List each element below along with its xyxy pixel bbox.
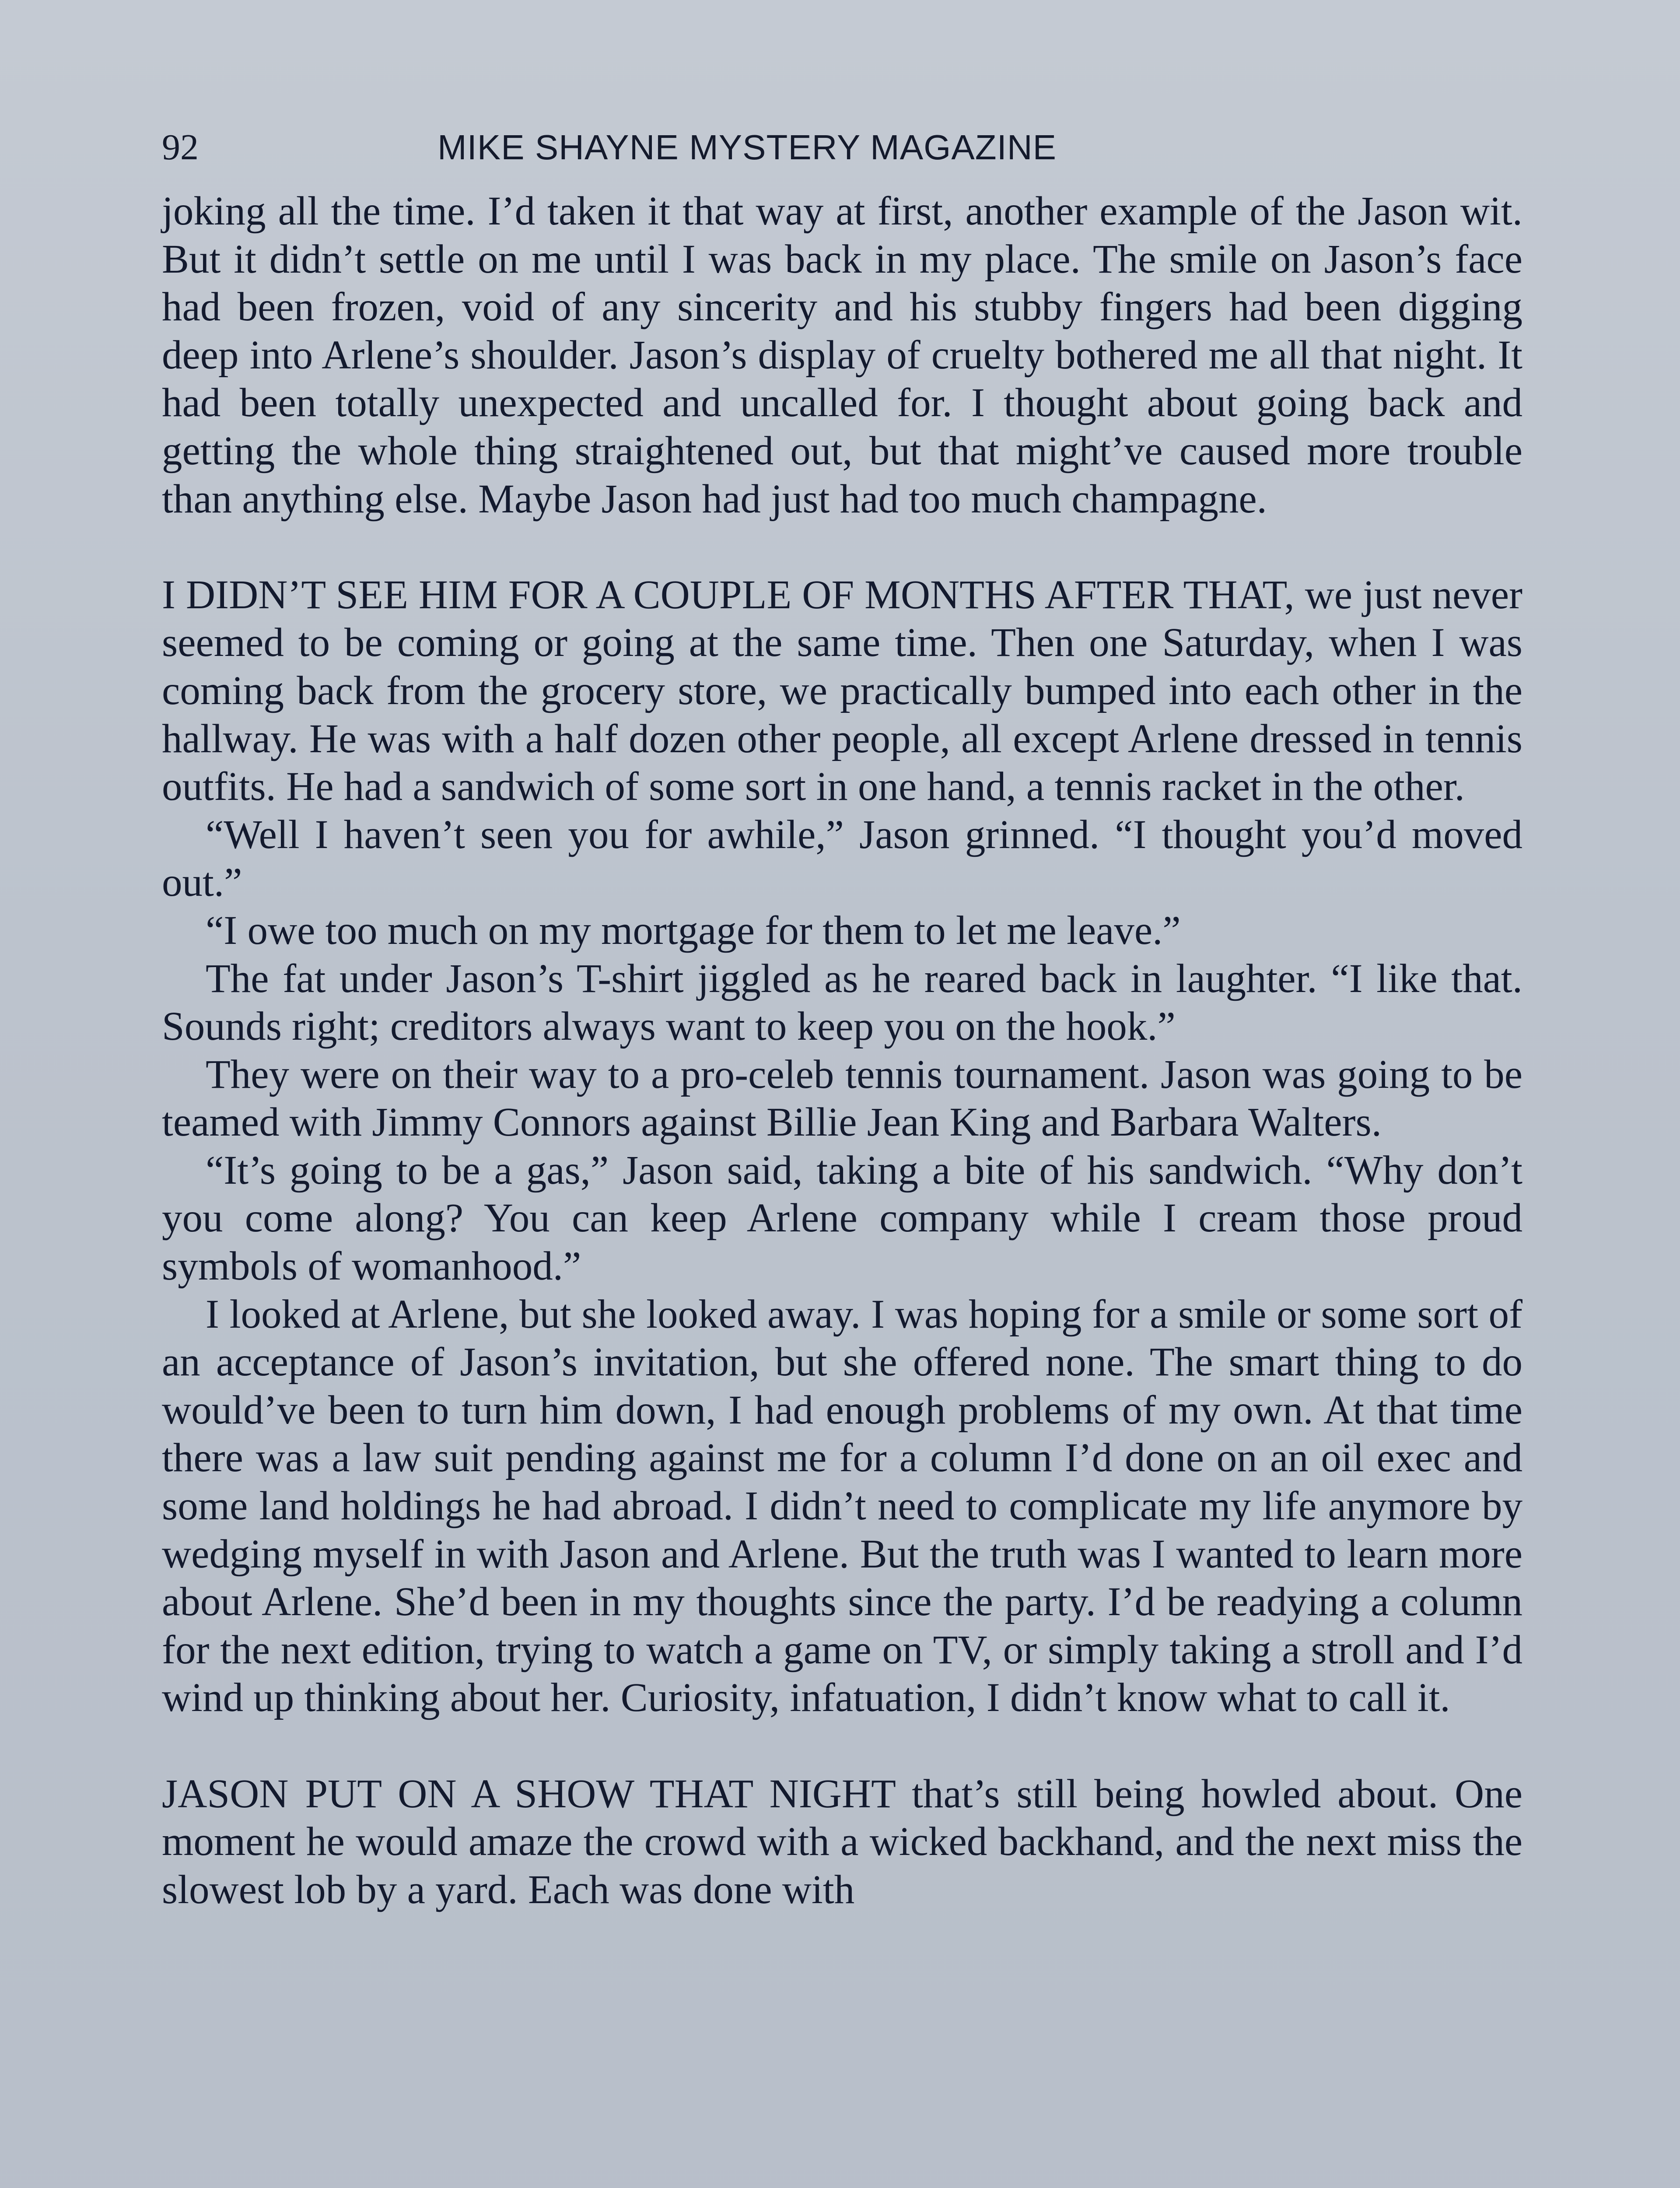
section-lead: JASON PUT ON A SHOW THAT NIGHT — [162, 1771, 896, 1816]
section-lead: I DIDN’T SEE HIM FOR A COUPLE OF MONTHS AFTER THAT, — [162, 572, 1295, 617]
running-title: MIKE SHAYNE MYSTERY MAGAZINE — [438, 128, 1057, 167]
paragraph-2 — [162, 571, 1522, 811]
paragraph-body: They were on their way to a pro-celeb tennis tournament. Jason was going to be teamed with Jimmy Connors against Billie Jean King and Barbara Walters. — [162, 1052, 1522, 1145]
paragraph-7 — [162, 1147, 1522, 1290]
paragraph-5 — [162, 955, 1522, 1051]
paragraph-8 — [162, 1290, 1522, 1722]
paragraph-body: “I owe too much on my mortgage for them to let me leave.” — [206, 908, 1181, 953]
page-header — [162, 123, 1527, 172]
paragraph-4 — [162, 907, 1522, 955]
page-number: 92 — [162, 127, 199, 168]
paragraph-1 — [162, 187, 1522, 523]
paragraph-body: joking all the time. I’d taken it that way at first, another example of the Jason wit. But it didn’t settle on me until I was back in my place. The smile on Jason’s face had been frozen, void of any sincerity and his stubby fingers had been digging deep into Arlene’s shoulder. Jason’s display of cruelty bothered me all that night. It had been totally unexpected and uncalled for. I thought about going back and getting the whole thing straightened out, but that might’ve caused more trouble than anything else. Maybe Jason had just had too much champagne. — [162, 189, 1522, 522]
paragraph-body: we just never seemed to be coming or going at the same time. Then one Saturday, when I was coming back from the grocery store, we practically bumped into each other in the hallway. He was with a half dozen other people, all except Arlene dressed in tennis outfits. He had a sandwich of some sort in one hand, a tennis racket in the other. — [162, 572, 1522, 810]
paragraph-6 — [162, 1051, 1522, 1147]
paragraph-3 — [162, 811, 1522, 907]
paragraph-body: “Well I haven’t seen you for awhile,” Jason grinned. “I thought you’d moved out.” — [162, 812, 1522, 905]
paragraph-body: “It’s going to be a gas,” Jason said, taking a bite of his sandwich. “Why don’t you come along? You can keep Arlene company while I cream those proud symbols of womanhood.” — [162, 1147, 1522, 1289]
paragraph-body: that’s still being howled about. One moment he would amaze the crowd with a wicked backhand, and the next miss the slowest lob by a yard. Each was done with — [162, 1771, 1522, 1912]
paragraph-9 — [162, 1770, 1522, 1914]
paragraph-body: I looked at Arlene, but she looked away. I was hoping for a smile or some sort of an acceptance of Jason’s invitation, but she offered none. The smart thing to do would’ve been to turn him down, I had enough problems of my own. At that time there was a law suit pending against me for a column I’d done on an oil exec and some land holdings he had abroad. I didn’t need to complicate my life anymore by wedging myself in with Jason and Arlene. But the truth was I wanted to learn more about Arlene. She’d been in my thoughts since the party. I’d be readying a column for the next edition, trying to watch a game on TV, or simply taking a stroll and I’d wind up thinking about her. Curiosity, infatuation, I didn’t know what to call it. — [162, 1291, 1522, 1721]
story-text — [162, 187, 1522, 1914]
paragraph-body: The fat under Jason’s T-shirt jiggled as he reared back in laughter. “I like that. Sounds right; creditors always want to keep you on the hook.” — [162, 956, 1522, 1049]
